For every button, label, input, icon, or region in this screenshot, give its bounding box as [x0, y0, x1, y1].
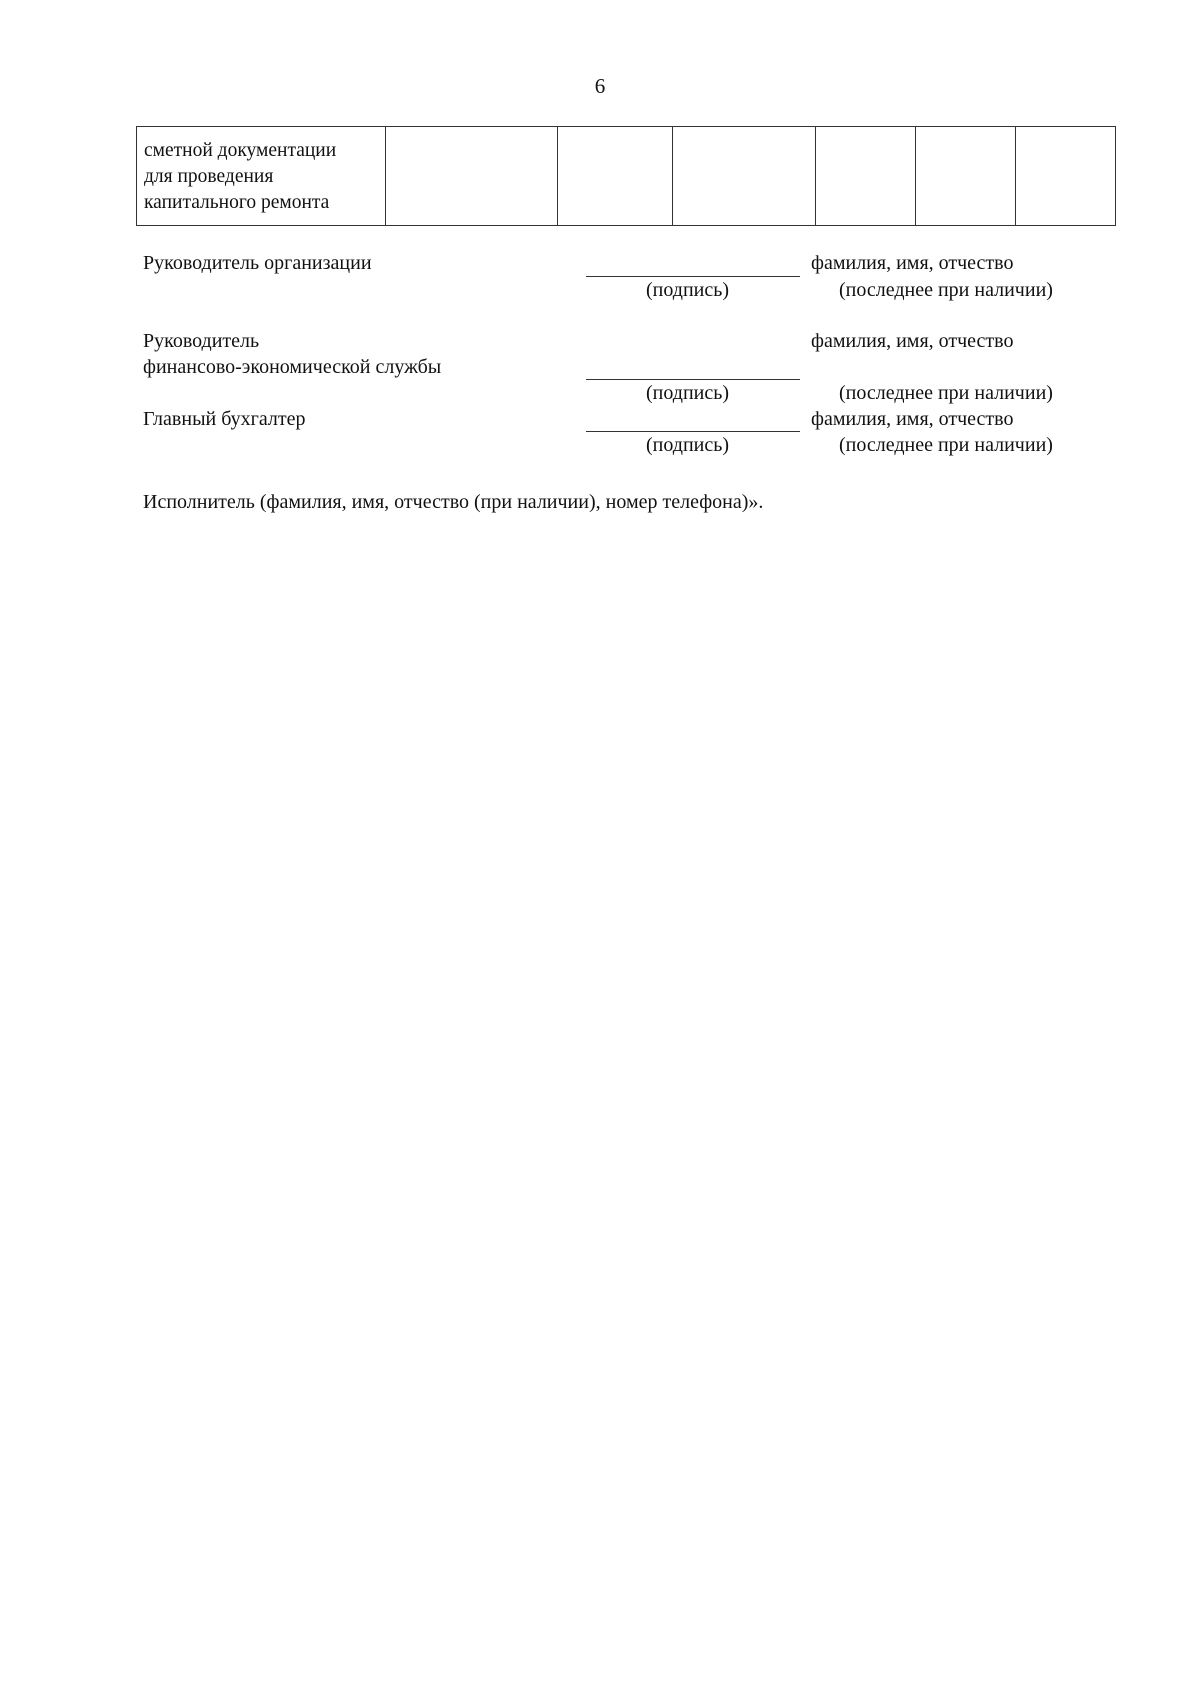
finance-signature-line: [586, 379, 800, 380]
accountant-signature-line: [586, 431, 800, 432]
table-cell-empty: [386, 127, 558, 226]
table-cell-empty: [1016, 127, 1116, 226]
cell-text-line: сметной документации: [144, 140, 337, 161]
finance-name-note: (последнее при наличии): [839, 382, 1053, 404]
finance-title-line1: Руководитель: [143, 330, 260, 352]
head-signature-line: [586, 276, 800, 277]
finance-name-label: фамилия, имя, отчество: [811, 330, 1014, 352]
accountant-title: Главный бухгалтер: [143, 408, 306, 430]
cell-text-line: капитального ремонта: [144, 192, 330, 213]
table-cell-empty: [558, 127, 673, 226]
table-cell-empty: [916, 127, 1016, 226]
cell-text-line: для проведения: [144, 166, 274, 187]
head-title: Руководитель организации: [143, 252, 372, 274]
head-name-label: фамилия, имя, отчество: [811, 252, 1014, 274]
table-cell-empty: [816, 127, 916, 226]
table-row: [137, 127, 1116, 226]
accountant-signature-caption: (подпись): [646, 434, 730, 456]
continued-table: [136, 126, 1116, 226]
head-signature-caption: (подпись): [646, 279, 730, 301]
finance-signature-caption: (подпись): [646, 382, 730, 404]
executor-text: Исполнитель (фамилия, имя, отчество (при наличии), номер телефона)».: [143, 491, 764, 513]
table-cell-description: [137, 127, 386, 226]
accountant-name-label: фамилия, имя, отчество: [811, 408, 1014, 430]
table-cell-empty: [673, 127, 816, 226]
page-number: 6: [594, 74, 606, 98]
finance-title-line2: финансово-экономической службы: [143, 356, 442, 378]
accountant-name-note: (последнее при наличии): [839, 434, 1053, 456]
head-name-note: (последнее при наличии): [839, 279, 1053, 301]
